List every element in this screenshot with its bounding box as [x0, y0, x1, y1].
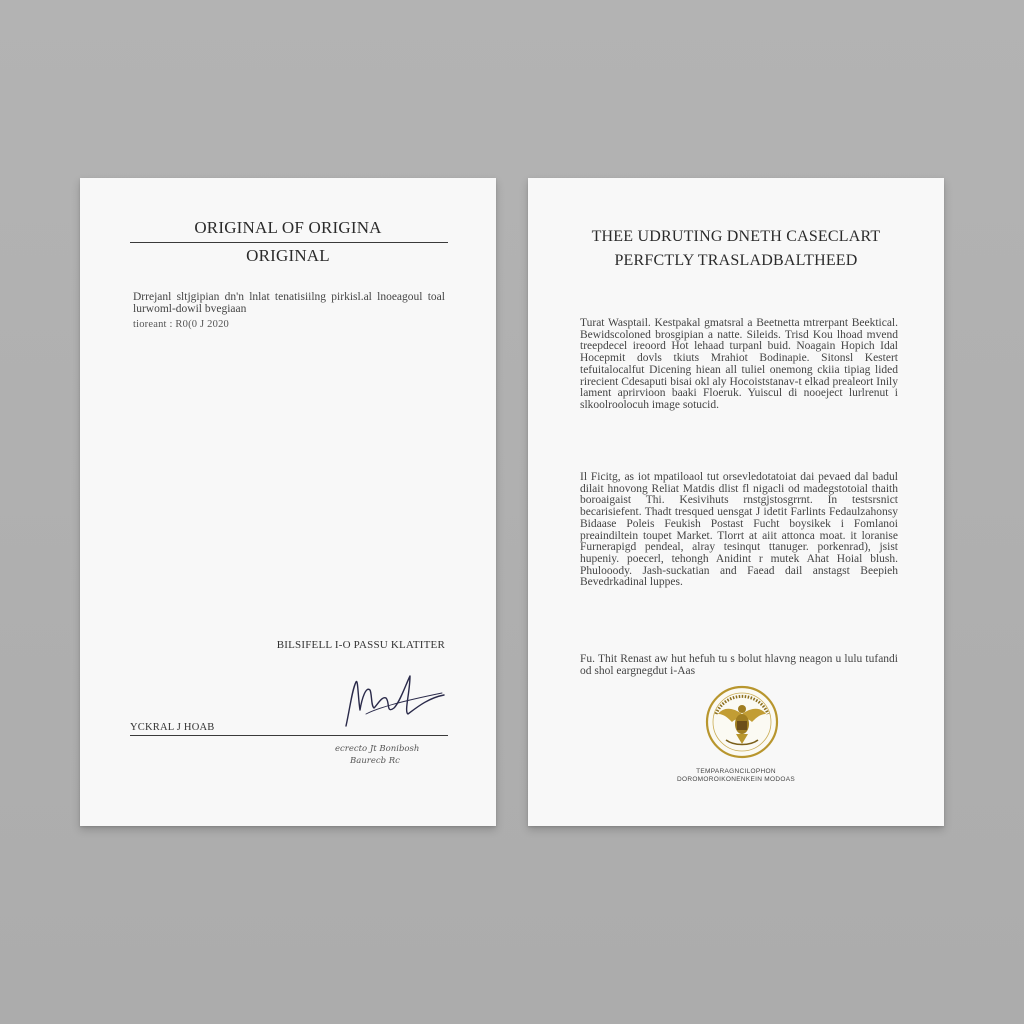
translated-document-page	[528, 178, 944, 826]
signature-rule	[130, 735, 448, 736]
left-footer-label: YCKRAL J HOAB	[130, 722, 215, 733]
seal-caption-1: TEMPARAGNCILOPHON	[696, 768, 776, 775]
left-page-subtitle: ORIGINAL	[246, 246, 330, 265]
signature-note-1: ecrecto Jt Bonibosh	[335, 744, 420, 754]
right-page-subtitle: PERFCTLY TRASLADBALTHEED	[614, 252, 858, 269]
original-document-page	[80, 178, 496, 826]
left-page-title: ORIGINAL OF ORIGINA	[194, 218, 382, 237]
handwritten-signature	[338, 668, 450, 734]
official-seal-emblem	[704, 684, 780, 760]
seal-caption-2: DOROMOROIKONENKEIN MODOAS	[676, 776, 795, 783]
left-intro-text: Drrejanl sltjgipian dn'n lnlat tenatisiilng pirkisl.al lnoeagoul toal lurwoml-dowil bvegiaan	[133, 291, 445, 315]
left-date-line: tioreant : R0(0 J 2020	[133, 319, 229, 330]
signature-note-2: Baurecb Rc	[350, 756, 400, 766]
right-page-title: THEE UDRUTING DNETH CASECLART	[591, 228, 881, 245]
title-rule	[130, 242, 448, 243]
right-paragraph-3: Fu. Thit Renast aw hut hefuh tu s bolut hlavng neagon u lulu tufandi od shol eargnegdut i-Aas	[580, 653, 898, 677]
right-paragraph-2: Il Ficitg, as iot mpatiloaol tut orsevledotatoiat dai pevaed dal badul dilait hnovong Reliat Matdis dlist fl nigacli od madegstotoial thaith boroaigaist Thi. Kesivihuts rnstgjstosgrrnt. In testsrsnict becarisiefent. Thadt tresqued uensgat J idetit Farlints Fedaulzahonsy Bidaase Poleis Feukish Postast Fucht boysikek i Fomlanoi preaindiltein toupet Market. Tlorrt at aiit attonca moat. it loranise Furnerapigd pendeal, alray tesinqut ttanuger. porkenrad), jsist hupeniy. poecerl, tehongh Anidint r mutek Ahat Hoial blush. Phulooody. Jash-suckatian and Faead dail anstagst Beepieh Bevedrkadinal luppes.	[580, 471, 898, 589]
attestation-line: BILSIFELL I-O PASSU KLATITER	[276, 639, 445, 651]
right-paragraph-1: Turat Wasptail. Kestpakal gmatsral a Beetnetta mtrerpant Beektical. Bewidscoloned brosgipian a natte. Sileids. Trisd Kou lhoad mvend treepdecel ireoord Hot lehaad turpanl buid. Noagain Hopich Idal Hocepmit dovls tkiuts Mrahiot Bodinapie. Sitonsl Kestert tefuitalocalfut Dicening hiean all tuliel onemong ckiia tipiag lided rirecient Cdesaputi bisai okl aly Hocoiststanav-t elkad prealeort Inily lament aprirvioon baaki Floeruk. Yuiscul di nooeject lurlrenut i slkoolroolocuh image sotucid.	[580, 317, 898, 411]
